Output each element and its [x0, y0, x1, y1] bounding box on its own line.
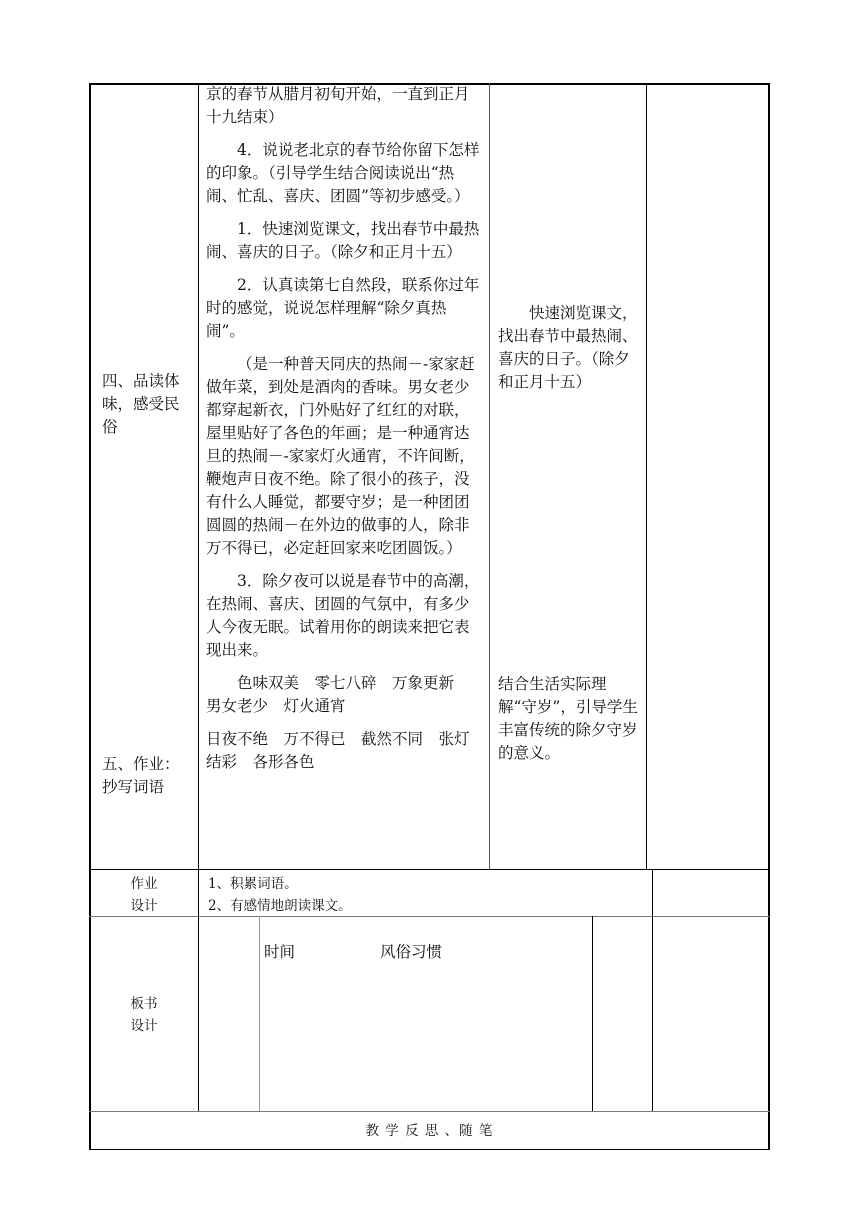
content-p4: （是一种普天同庆的热闹－-家家赶做年菜，到处是酒肉的香味。男女老少都穿起新衣，门外贴好了红红的对联，屋里贴好了各色的年画；是一种通宵达旦的热闹－-家家灯火通宵，不许间断，鞭炮声日夜不绝。除了很小的孩子，没有什么人睡觉，都要守岁；是一种团团圆圆的热闹－在外边的做事的人，除非万不得已，必定赶回家来吃团圆饭。） [206, 355, 475, 557]
board-divider-3 [592, 916, 593, 1112]
board-divider-2 [259, 916, 260, 1112]
border-right [768, 83, 770, 1150]
reflection-label: 教 学 反 思 、随 笔 [365, 1123, 494, 1139]
homework-label-1: 作业 [130, 876, 158, 892]
intent-1: 快速浏览课文，找出春节中最热闹、喜庆的日子。（除夕和正月十五） [498, 304, 638, 391]
content-p5: 3．除夕夜可以说是春节中的高潮，在热闹、喜庆、团圆的气氛中，有多少人今夜无眠。试着用你的朗读来把它表现出来。 [206, 572, 480, 659]
content-p0: 京的春节从腊月初旬开始，一直到正月十九结束） [206, 85, 470, 126]
content-p2: 1．快速浏览课文，找出春节中最热闹、喜庆的日子。（除夕和正月十五） [206, 220, 480, 261]
intent-2: 结合生活实际理解“守岁”，引导学生丰富传统的除夕守岁的意义。 [498, 675, 638, 762]
board-col-time: 时间 [264, 943, 296, 961]
content-p6: 色味双美 零七八碎 万象更新 男女老少 灯火通宵 [206, 674, 470, 715]
content-p3: 2．认真读第七自然段，联系你过年时的感觉，说说怎样理解“除夕真热闹”。 [206, 276, 480, 340]
border-bottom [89, 1149, 770, 1150]
border-left [89, 83, 91, 1150]
board-col-custom: 风俗习惯 [380, 943, 443, 961]
row-divider-1 [89, 869, 770, 870]
content-p7: 日夜不绝 万不得已 截然不同 张灯结彩 各形各色 [206, 730, 470, 771]
content-p1: 4．说说老北京的春节给你留下怎样的印象。（引导学生结合阅读说出“热闹、忙乱、喜庆、团圆”等初步感受。） [206, 141, 480, 205]
board-label-2: 设计 [130, 1018, 158, 1034]
homework-label-2: 设计 [130, 898, 158, 914]
col-divider-2 [489, 83, 490, 870]
hw-divider-2 [652, 869, 653, 917]
homework-item-1: 1、积累词语。 [208, 876, 298, 892]
section-5-label: 五、作业：抄写词语 [102, 755, 180, 796]
lesson-content [206, 83, 484, 774]
homework-item-2: 2、有感情地朗读课文。 [208, 898, 352, 914]
board-label-1: 板书 [130, 996, 158, 1012]
col-divider-3 [646, 83, 647, 870]
section-4-label: 四、品读体味，感受民俗 [102, 372, 180, 436]
col-divider-1 [198, 83, 199, 870]
row-divider-3 [89, 1111, 770, 1112]
board-divider-4 [652, 916, 653, 1112]
